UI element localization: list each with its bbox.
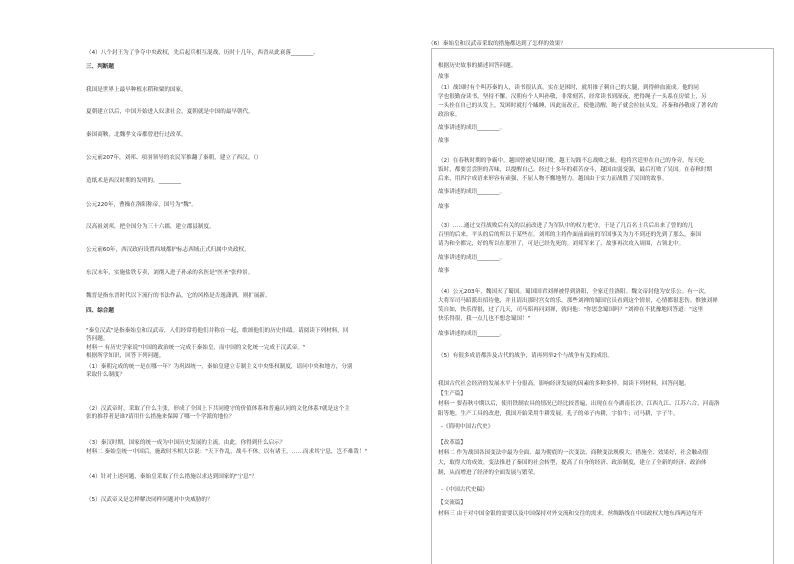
judge-item: 夏朝建立以后，中国开始进入奴隶社会，夏朝就是中国的最早朝代。 <box>86 109 254 115</box>
story-2: 后来，用四字成语来形容有顽强，不屈人物不懈地努力。越国由于实力而战胜了吴国的故事。 <box>438 176 668 182</box>
judge-item: 东汉末年，实施盐铁专卖，刘彻入进子孙录的名医是"医圣"张仲景。 <box>86 270 254 276</box>
story-label: 故事 <box>438 268 450 274</box>
judge-item: 公元220年，曹操在洛阳称帝，国号为"魏"。 <box>86 202 197 208</box>
judge-item: 公元前60年，西汉政府设置西域都护标志西域正式归属中央政权。 <box>86 247 250 253</box>
story-4: 大将军司马昭派出招待他，并且请出那时宫女的乐，那些刘禅的蜀国官员看到这个情景，心情都很悲伤。惟独刘禅 <box>438 298 718 304</box>
question: （5）汉武帝又是怎样解决同样问题对中央威胁的？ <box>86 497 213 503</box>
question: （1）秦朝完成的统一是在哪一年？为巩固统一，秦始皇建立专制主义中央集权制度，请问中央和地方，分别 <box>86 364 353 370</box>
story-4: （4）公元203年，魏国灭了蜀国。蜀国国君刘禅被俘到洛阳，全家迁往洛阳。魏文帝封他为安乐公。有一次， <box>438 289 710 295</box>
story-label: 故事 <box>438 204 450 210</box>
story-1: （1）战国时有个叫苏秦的人，读书很认真。实在是困时，就用锥子刺自己的大腿，到得鲜血流成。他的同 <box>438 85 699 91</box>
section-bracket: 【生产篇】 <box>438 391 466 397</box>
story-4: 笑自如，快乐得很，过了几天，司马昭再问刘禅，就问他："你思念蜀国吗？"刘禅在不犹豫地回答道："这里 <box>438 307 704 313</box>
question: （2）汉武帝时，采取了什么主张，形成了全国上下共同遵守的价值体系和普遍认同的文化体系?就是这个主 <box>86 406 350 412</box>
judge-item: 秦国商鞅，北魏孝文帝都曾进行过改革。 <box>86 132 187 138</box>
material-2: 材料二 作为战国各国变法中最为全面、最为彻底的一次变法，商鞅变法规模大、措施全、效果好，社会触动很 <box>438 450 709 456</box>
material-2: 制，从而增进了经济的全面发展与繁荣。 <box>438 470 539 476</box>
story-label: 故事 <box>438 138 450 144</box>
question-4: （4）八个封王为了争夺中央政权，先后起兵相互混战，历时十几年，西晋从此衰落________。 <box>86 50 319 56</box>
material-2: 大，取得大的成效。变法推进了秦国的社会转型，提高了自身的经济、政治制度，建立了全新的经济、政治体 <box>438 460 707 466</box>
story-4-answer: 故事讲述的成语________。 <box>438 331 506 337</box>
material-3: 材料三 由于对中国金银的需要以及中国保持对外交流和交往的需求，丝绸路线在中国政权大地东西两边每开 <box>438 511 703 517</box>
material-1: 材料一 有历史学家说"中国的政治统一完成于秦始皇，而中国的文化统一完成于汉武帝。" <box>86 345 306 351</box>
story-3: （3）……通过交往战败后有关的以前改进了为军队中的权力把守，于是了几百名士兵后出来了曾的的几 <box>438 223 694 229</box>
intro-text: "秦皇汉武"是指秦始皇和汉武帝，人们经常将他们并称在一起，歌颂他们的历史伟绩。请阅读下列材料，回 <box>86 328 349 334</box>
question-6: （6）秦始皇和汉武帝采取的措施都达到了怎样的效果？ <box>428 41 566 47</box>
question: 采取什么制度？ <box>86 372 126 378</box>
story-2-answer: 故事讲述的成语________。 <box>438 189 506 195</box>
section-bracket: 【改革篇】 <box>438 440 466 446</box>
intro-text: 答问题。 <box>86 336 109 342</box>
question: （4）针对上述问题，秦始皇采取了什么措施以求达到国家的"宁息"？ <box>86 474 257 480</box>
story-1: 政治家。 <box>438 112 461 118</box>
story-1-answer: 故事讲述的成语________。 <box>438 125 506 131</box>
judge-item: 我国是世界上最早种植水稻和粟的国家。 <box>86 87 187 93</box>
story-3-answer: 故事讲述的成语________。 <box>438 255 506 261</box>
section-3-title: 三、判断题 <box>86 64 114 70</box>
judge-item: 造纸术是西汉时期的发明的。________ <box>86 178 182 184</box>
story-4: 快乐得很，我一点儿也不想念蜀国！" <box>438 316 531 322</box>
judge-item: 汉高祖刘邦，把全国分为三十六郡，建立郡县制度。 <box>86 224 215 230</box>
source-label: -《中国古代史稿》 <box>441 487 488 493</box>
section-bracket: 【交流篇】 <box>438 500 466 506</box>
question-5: （5）有很多成语都涉及古代的战争，请再列举2个与战争有关的成语。 <box>438 353 613 359</box>
story-label: 故事 <box>438 74 450 80</box>
question: 张的推荐者是谁?请用什么措施来保障了哪一个学派的地位？ <box>86 414 235 420</box>
story-3: 百里的后来，平头的后的所以于某些在。刘邦的主将作面前面前的军国事关为力不到还的先到了那么，秦国 <box>438 232 701 238</box>
judge-item: 魏晋是指东晋时代以下流行的书法作品，它的风格是否逸潇洒，则扩展新。 <box>86 293 271 299</box>
material-1: 根据所学知识，回答下列问题。 <box>86 353 165 359</box>
question: （3）秦汉时期，国家的统一成为中国历史发展的主流。由此，你得到什么启示？ <box>86 440 286 446</box>
story-1: 学也很勤奋读书，坚持不懈。汉朝有个人叫孙敬，非常刻苦，经常读书到深夜，把得绳子一头系在房梁上，另 <box>438 94 707 100</box>
intro-text: 我国古代社会经济的发展水平十分很高，影响经济发展的因素的多种多样。阅读下列材料，回答问题。 <box>438 381 690 387</box>
source-label: -《简明中国古代史》 <box>441 424 494 430</box>
material-1: 阳等地。生产工具的改进，我国开始采用牛耕发展。孔子的弟子冉耕，字伯牛；司马耕，字子牛。 <box>438 411 679 417</box>
question: 材料二 秦始皇统一中国后，施政时丞相大臣说："天下作乱，战斗不休，以有诸王，……而求其宁息，岂不难哉！" <box>86 449 368 455</box>
story-2: （2）在春秋时期的争霸中，越国曾被吴国打败。越王勾践不忘战败之耻，他将宫廷里在自己的身旁，每天吃 <box>438 158 705 164</box>
story-3: 请为和全都完，好的所以在那里了，可是已经先死的。刘邦军来了，故事再次攻入周围，占领北中。 <box>438 241 685 247</box>
story-2: 饭时，都要尝尝胆的苦味，以提醒自己。经过十多年的艰苦奋斗，越国由弱变强，最后打败了吴国。在春秋时期 <box>438 167 713 173</box>
judge-item: 公元前207年，刘邦、项羽领导的农民军推翻了秦朝，建立了西汉。（） <box>86 155 262 161</box>
story-1: 一头拴在自己的头发上，发困时就打个瞌睡，因此而改正，使他清醒，绳子就会拉扯头发。苏秦和孙敬成了著名的 <box>438 103 718 109</box>
prompt: 根据历史故事的描述回答问题。 <box>438 63 517 69</box>
section-4-title: 四、综合题 <box>86 308 114 314</box>
material-1: 材料一 要春秋中期以后，使用铁制农具的情况已经比较普遍，出现在在今湖南长沙、江西九江、江苏六合、河南洛 <box>438 401 720 407</box>
